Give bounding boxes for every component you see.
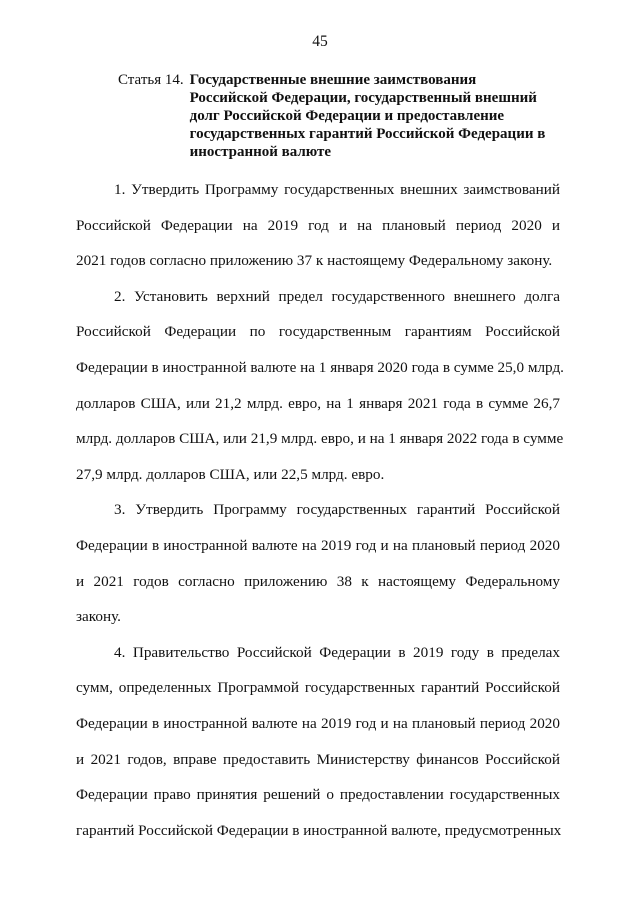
- paragraph-4-line: 4. Правительство Российской Федерации в 2019 году в пределах: [114, 643, 560, 661]
- paragraph-1-line: 1. Утвердить Программу государственных внешних заимствований: [114, 181, 560, 198]
- article-body: [76, 181, 564, 857]
- paragraph-4-line: сумм, определенных Программой государственных гарантий Российской: [76, 679, 560, 697]
- paragraph-2-line: долларов США, или 21,2 млрд. евро, на 1 января 2021 года в сумме 26,7: [76, 394, 560, 412]
- paragraph-4-line: Федерации в иностранной валюте на 2019 год и на плановый период 2020: [76, 714, 560, 732]
- article-label: Статья 14.: [118, 72, 184, 88]
- paragraph-2-line: 2. Установить верхний предел государственного внешнего долга: [114, 287, 560, 305]
- paragraph-4-line: гарантий Российской Федерации в иностранной валюте, предусмотренных: [76, 821, 562, 839]
- article-heading: [118, 71, 578, 161]
- paragraph-3-line: и 2021 годов согласно приложению 38 к настоящему Федеральному: [76, 572, 560, 590]
- article-title-line: государственных гарантий Российской Федерации в: [189, 126, 546, 142]
- article-title: [190, 71, 570, 161]
- paragraph-3-line: 3. Утвердить Программу государственных гарантий Российской: [114, 501, 560, 519]
- paragraph-4-line: Федерации право принятия решений о предоставлении государственных: [76, 786, 560, 804]
- article-title-line: долг Российской Федерации и предоставление: [189, 108, 505, 124]
- paragraph-1-line: 2021 годов согласно приложению 37 к настоящему Федеральному закону.: [76, 252, 553, 270]
- paragraph-2-line: Федерации в иностранной валюте на 1 января 2020 года в сумме 25,0 млрд.: [76, 358, 564, 376]
- paragraph-2-line: 27,9 млрд. долларов США, или 22,5 млрд. евро.: [76, 465, 385, 483]
- article-title-line: Государственные внешние заимствования: [189, 72, 477, 88]
- paragraph-3-line: закону.: [76, 608, 121, 626]
- paragraph-4-line: и 2021 годов, вправе предоставить Министерству финансов Российской: [76, 750, 560, 768]
- paragraph-1-line: Российской Федерации на 2019 год и на плановый период 2020 и: [76, 216, 560, 234]
- paragraph-3-line: Федерации в иностранной валюте на 2019 год и на плановый период 2020: [76, 536, 560, 554]
- page-number: 45: [312, 33, 328, 50]
- article-title-line: Российской Федерации, государственный внешний: [189, 90, 537, 106]
- article-title-line: иностранной валюте: [189, 144, 332, 160]
- paragraph-2-line: млрд. долларов США, или 21,9 млрд. евро, и на 1 января 2022 года в сумме: [76, 430, 564, 448]
- paragraph-2-line: Российской Федерации по государственным гарантиям Российской: [76, 323, 560, 341]
